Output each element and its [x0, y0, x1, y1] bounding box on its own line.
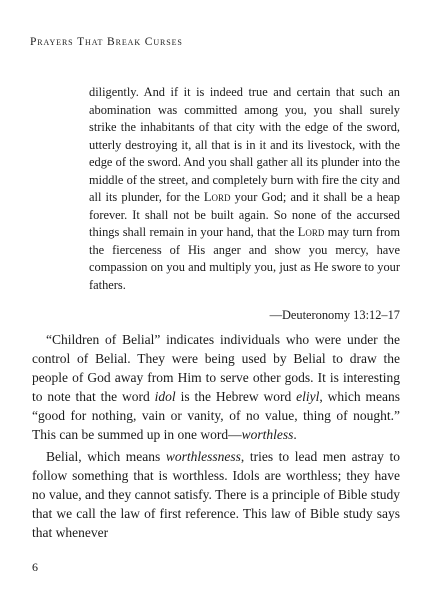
body-text [32, 72, 400, 542]
paragraph-text: is the Hebrew word [175, 389, 297, 405]
running-head: Prayers That Break Curses [30, 36, 183, 48]
scripture-quote-text [89, 84, 400, 294]
quote-text-segment: diligently. And if it is indeed true and certain that such an abomination was committed among you, you shall surely strike the inhabitants of that city with the edge of the sword, utterly destroying it, all that is in it and its livestock, with the edge of the sword. And you shall gather all its plunder into the middle of the street, and completely burn with fire the city and all its plunder, for the [89, 85, 400, 205]
quote-text-segment: may turn from the fierceness of His anger and show you mercy, have compassion on you and multiply you, just as He swore to your fathers. [89, 225, 400, 292]
lord-small-caps: Lord [297, 225, 325, 240]
paragraph-text: , which means “good for nothing, vain or vanity, of no value, thing of nought.” This can be summed up in one word— [32, 389, 400, 443]
italic-term: eliyl [296, 389, 320, 405]
body-paragraph-belial-children [32, 330, 400, 444]
scripture-citation: —Deuteronomy 13:12–17 [269, 307, 400, 322]
lord-small-caps: Lord [203, 190, 231, 205]
paragraph-text: Belial, which means [46, 449, 166, 465]
italic-term: worthlessness [165, 449, 241, 465]
paragraph-text: . [293, 427, 297, 443]
page-number: 6 [32, 560, 38, 574]
paragraph-text: , tries to lead men astray to follow something that is worthless. Idols are worthless; they have no value, and they cannot satisfy. There is a principle of Bible study that we call the law of first reference. This law of Bible study says that whenever [32, 449, 400, 541]
quote-text-segment: your God; and it shall be a heap forever. It shall not be built again. So none of the accursed things shall remain in your hand, that the [89, 190, 400, 240]
paragraph-text: “Children of Belial” indicates individuals who were under the control of Belial. They were being used by Belial to draw the people of God away from Him to serve other gods. It is interesting to note that the word [32, 332, 400, 405]
scripture-quote [89, 84, 400, 294]
italic-term: worthless [241, 427, 294, 443]
body-paragraph-worthlessness [32, 447, 400, 542]
italic-term: idol [154, 389, 176, 405]
